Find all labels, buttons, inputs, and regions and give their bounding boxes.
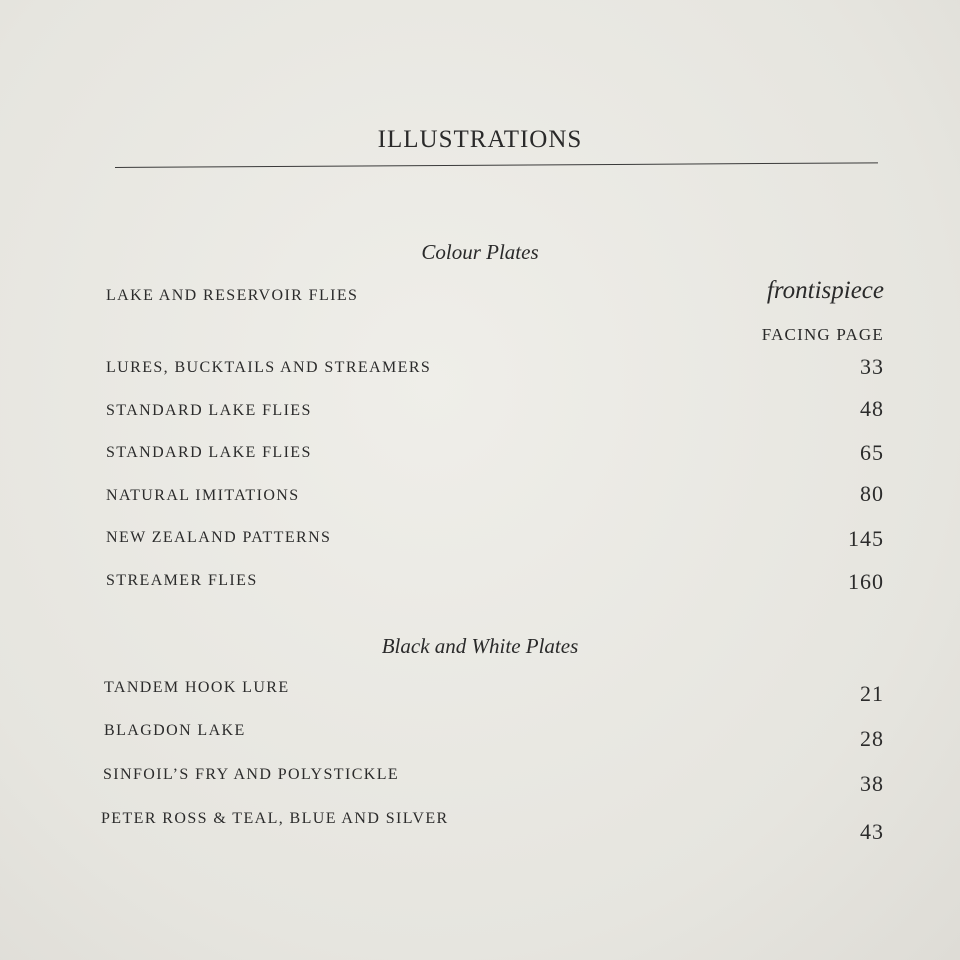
colour-entry-label-0: LAKE AND RESERVOIR FLIES xyxy=(106,287,359,304)
bw-entry-label-0: TANDEM HOOK LURE xyxy=(104,679,290,696)
colour-entry-label-6: STREAMER FLIES xyxy=(106,572,258,589)
colour-entry-label-5: NEW ZEALAND PATTERNS xyxy=(106,529,332,546)
heading-rule xyxy=(115,162,878,168)
colour-entry-label-1: LURES, BUCKTAILS AND STREAMERS xyxy=(106,359,432,376)
colour-entry-label-4: NATURAL IMITATIONS xyxy=(106,487,300,504)
page-heading: ILLUSTRATIONS xyxy=(377,126,583,153)
bw-entry-page-3: 43 xyxy=(860,819,884,844)
section-title-bw-plates: Black and White Plates xyxy=(381,634,579,658)
bw-entry-label-3: PETER ROSS & TEAL, BLUE AND SILVER xyxy=(101,810,449,827)
bw-entry-label-2: SINFOIL’S FRY AND POLYSTICKLE xyxy=(103,766,400,783)
bw-entry-page-0: 21 xyxy=(860,681,884,706)
bw-entry-page-1: 28 xyxy=(860,726,884,751)
colour-entry-label-2: STANDARD LAKE FLIES xyxy=(106,402,312,419)
colour-entry-label-3: STANDARD LAKE FLIES xyxy=(106,444,312,461)
colour-entry-page-4: 80 xyxy=(860,481,884,506)
bw-entry-label-1: BLAGDON LAKE xyxy=(104,722,246,739)
bw-entry-page-2: 38 xyxy=(860,771,884,796)
colour-entry-page-5: 145 xyxy=(848,526,884,551)
colour-entry-page-3: 65 xyxy=(860,440,884,465)
colour-entry-page-6: 160 xyxy=(848,569,884,594)
frontispiece-label: frontispiece xyxy=(766,277,884,304)
section-title-colour-plates: Colour Plates xyxy=(421,240,539,264)
facing-page-header: FACING PAGE xyxy=(761,325,884,344)
colour-entry-page-1: 33 xyxy=(860,354,884,379)
colour-entry-page-2: 48 xyxy=(860,396,884,421)
